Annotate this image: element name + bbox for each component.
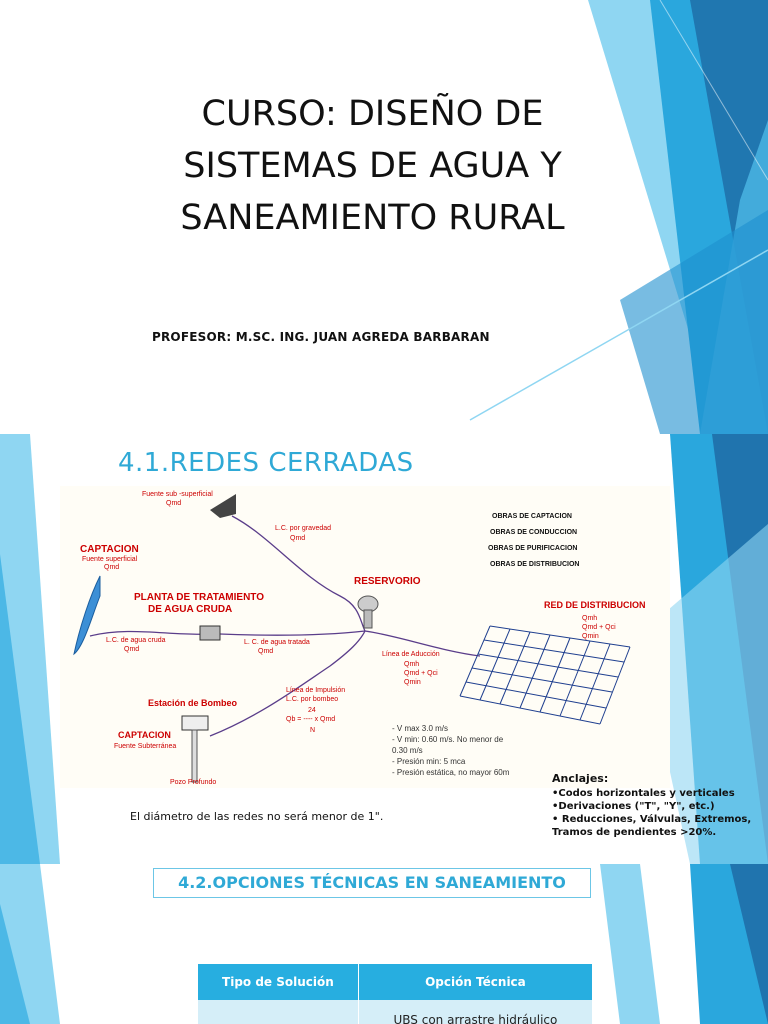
label-obras: OBRAS DE PURIFICACION [488, 545, 578, 552]
anclaje-item: •Codos horizontales y verticales [552, 788, 735, 799]
criterio-line: - Presión min: 5 mca [392, 757, 466, 766]
deep-well [192, 730, 197, 782]
professor-name: PROFESOR: M.SC. ING. JUAN AGREDA BARBARAN [152, 330, 490, 344]
criterio-line: - Presión estática, no mayor 60m [392, 768, 510, 777]
label-planta-2: DE AGUA CRUDA [148, 604, 233, 615]
label-pozo-profundo: Pozo Profundo [170, 779, 217, 786]
col-opcion-tecnica: Opción Técnica [358, 964, 592, 1000]
label-qmd: Qmd [166, 500, 182, 507]
table-row [198, 1000, 593, 1024]
label-obras: OBRAS DE CAPTACION [492, 513, 572, 520]
criterio-line: - V min: 0.60 m/s. No menor de [392, 735, 504, 744]
label-qmin: Qmin [582, 633, 599, 640]
label-lc-bombeo: L.C. por bombeo [286, 696, 339, 703]
label-planta-1: PLANTA DE TRATAMIENTO [134, 592, 264, 603]
label-red-distribucion: RED DE DISTRIBUCION [544, 600, 646, 610]
diagram-svg [60, 486, 670, 788]
label-qmd: Qmd [124, 646, 140, 653]
title-line: SANEAMIENTO RURAL [180, 198, 565, 238]
diameter-note: El diámetro de las redes no será menor de 1". [130, 810, 384, 823]
label-lc-agua-cruda: L.C. de agua cruda [106, 637, 166, 644]
distribution-grid [460, 626, 630, 724]
label-lc-gravedad: L.C. por gravedad [275, 525, 332, 532]
raw-water-pipe [90, 631, 210, 636]
label-qmd: Qmd [290, 535, 306, 542]
label-captacion: CAPTACION [80, 544, 139, 555]
options-table [198, 964, 593, 1024]
label-n: N [310, 727, 316, 734]
treated-water-pipe [220, 631, 365, 635]
label-fuente-superficial: Fuente superficial [82, 556, 138, 563]
label-24: 24 [308, 707, 316, 714]
reservoir-column [364, 610, 372, 628]
label-qb-formula: Qb = ---- x Qmd [286, 716, 336, 723]
label-obras: OBRAS DE DISTRIBUCION [490, 561, 580, 568]
label-captacion-2: CAPTACION [118, 730, 171, 740]
river-shape [74, 576, 100, 654]
label-linea-impulsion: Línea de Impulsión [286, 687, 346, 694]
section-heading: 4.2.OPCIONES TÉCNICAS EN SANEAMIENTO [153, 868, 591, 898]
course-title [150, 88, 595, 244]
water-system-diagram [60, 486, 670, 788]
col-tipo-solucion: Tipo de Solución [198, 964, 358, 1000]
anclaje-item: •Derivaciones ("T", "Y", etc.) [552, 801, 715, 812]
section-heading: 4.1.REDES CERRADAS [118, 448, 414, 478]
subsurface-source [210, 494, 236, 518]
anclaje-item: • Reducciones, Válvulas, Extremos, [552, 814, 752, 825]
label-linea-aduccion: Línea de Aducción [382, 651, 440, 658]
label-obras: OBRAS DE CONDUCCION [490, 529, 578, 536]
table-cell [198, 1000, 358, 1024]
label-fuente-subterranea: Fuente Subterránea [114, 743, 177, 750]
label-qmd: Qmd [104, 564, 120, 571]
label-qmd: Qmd [258, 648, 274, 655]
label-lc-agua-tratada: L. C. de agua tratada [244, 639, 310, 646]
title-slide [0, 0, 768, 434]
treatment-plant [200, 626, 220, 640]
label-fuente-sub: Fuente sub -superficial [142, 491, 213, 498]
label-qmd-qci: Qmd + Qci [404, 670, 438, 677]
pump-station [182, 716, 208, 730]
opciones-saneamiento-slide [0, 864, 768, 1024]
anclaje-item: Tramos de pendientes >20%. [552, 827, 717, 838]
label-qmh: Qmh [582, 615, 598, 622]
label-qmd-qci: Qmd + Qci [582, 624, 616, 631]
table-header-row [198, 964, 593, 1000]
anclajes-box [552, 772, 757, 839]
label-estacion-bombeo: Estación de Bombeo [148, 698, 238, 708]
title-line: SISTEMAS DE AGUA Y [183, 146, 562, 186]
label-qmin: Qmin [404, 679, 421, 686]
label-qmh: Qmh [404, 661, 420, 668]
criterio-line: - V max 3.0 m/s [392, 724, 449, 733]
anclajes-title: Anclajes: [552, 772, 609, 785]
criterio-line: 0.30 m/s [392, 746, 423, 755]
table-cell: UBS con arrastre hidráulico [358, 1000, 592, 1024]
gravity-pipe [232, 516, 365, 631]
label-reservorio: RESERVORIO [354, 576, 421, 587]
redes-cerradas-slide [0, 434, 768, 864]
title-line: CURSO: DISEÑO DE [201, 94, 544, 134]
